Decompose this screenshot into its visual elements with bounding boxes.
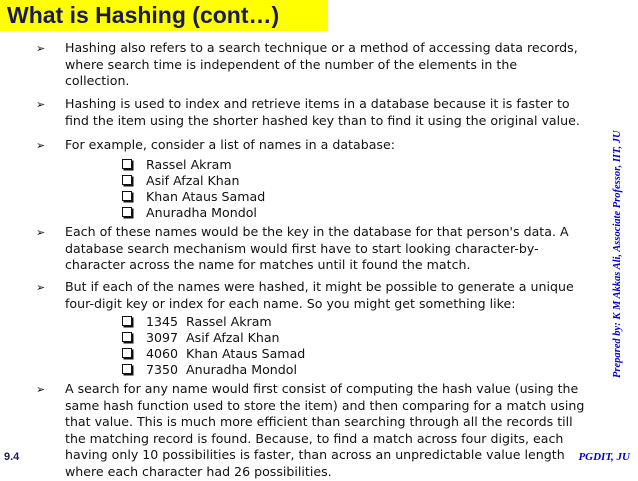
bullet-text: For example, consider a list of names in a database:	[65, 137, 395, 152]
checkbox-bullet-icon	[122, 364, 132, 374]
footer-course: PGDIT, JU	[578, 451, 630, 463]
bullet-text: But if each of the names were hashed, it might be possible to generate a unique four-digit key or index for each name. So you might get something like:	[65, 279, 574, 311]
arrow-bullet-icon: ➢	[36, 281, 46, 294]
hashed-text: 3097 Asif Afzal Khan	[146, 330, 280, 345]
arrow-bullet-icon: ➢	[36, 383, 46, 396]
name-text: Khan Ataus Samad	[146, 189, 266, 204]
checkbox-bullet-icon	[122, 191, 132, 201]
name-text: Rassel Akram	[146, 157, 232, 172]
arrow-bullet-icon: ➢	[36, 42, 46, 55]
arrow-bullet-icon: ➢	[36, 226, 46, 239]
checkbox-bullet-icon	[122, 159, 132, 169]
checkbox-bullet-icon	[122, 348, 132, 358]
name-text: Anuradha Mondol	[146, 205, 257, 220]
checkbox-bullet-icon	[122, 332, 132, 342]
bullet-text: Hashing is used to index and retrieve items in a database because it is faster to find the item using the shorter hashed key than to find it using the original value.	[65, 96, 580, 128]
arrow-bullet-icon: ➢	[36, 139, 46, 152]
slide-number: 9.4	[4, 451, 20, 463]
bullet-text: Each of these names would be the key in the database for that person's data. A database search mechanism would first have to start looking character-by-character across the name for matches until it found the match.	[65, 224, 569, 273]
checkbox-bullet-icon	[122, 207, 132, 217]
bullet-text: Hashing also refers to a search technique or a method of accessing data records, where search time is independent of the number of the elements in the collection.	[65, 40, 578, 89]
hashed-text: 4060 Khan Ataus Samad	[146, 346, 306, 361]
checkbox-bullet-icon	[122, 316, 132, 326]
slide-title: What is Hashing (cont…)	[7, 2, 280, 28]
hashed-text: 1345 Rassel Akram	[146, 314, 272, 329]
side-credit: Prepared by: K M Akkas Ali, Associate Professor, IIT, JU	[612, 130, 623, 378]
arrow-bullet-icon: ➢	[36, 98, 46, 111]
bullet-text: A search for any name would first consist of computing the hash value (using the same hash function used to store the item) and then comparing for a match using that value. This is much more efficient than searching through all the records till the matching record is found. Because, to find a match across four digits, each having only 10 possibilities is faster, than across an unpredictable value length where each character had 26 possibilities.	[65, 381, 585, 479]
hashed-text: 7350 Anuradha Mondol	[146, 362, 297, 377]
checkbox-bullet-icon	[122, 175, 132, 185]
name-text: Asif Afzal Khan	[146, 173, 240, 188]
